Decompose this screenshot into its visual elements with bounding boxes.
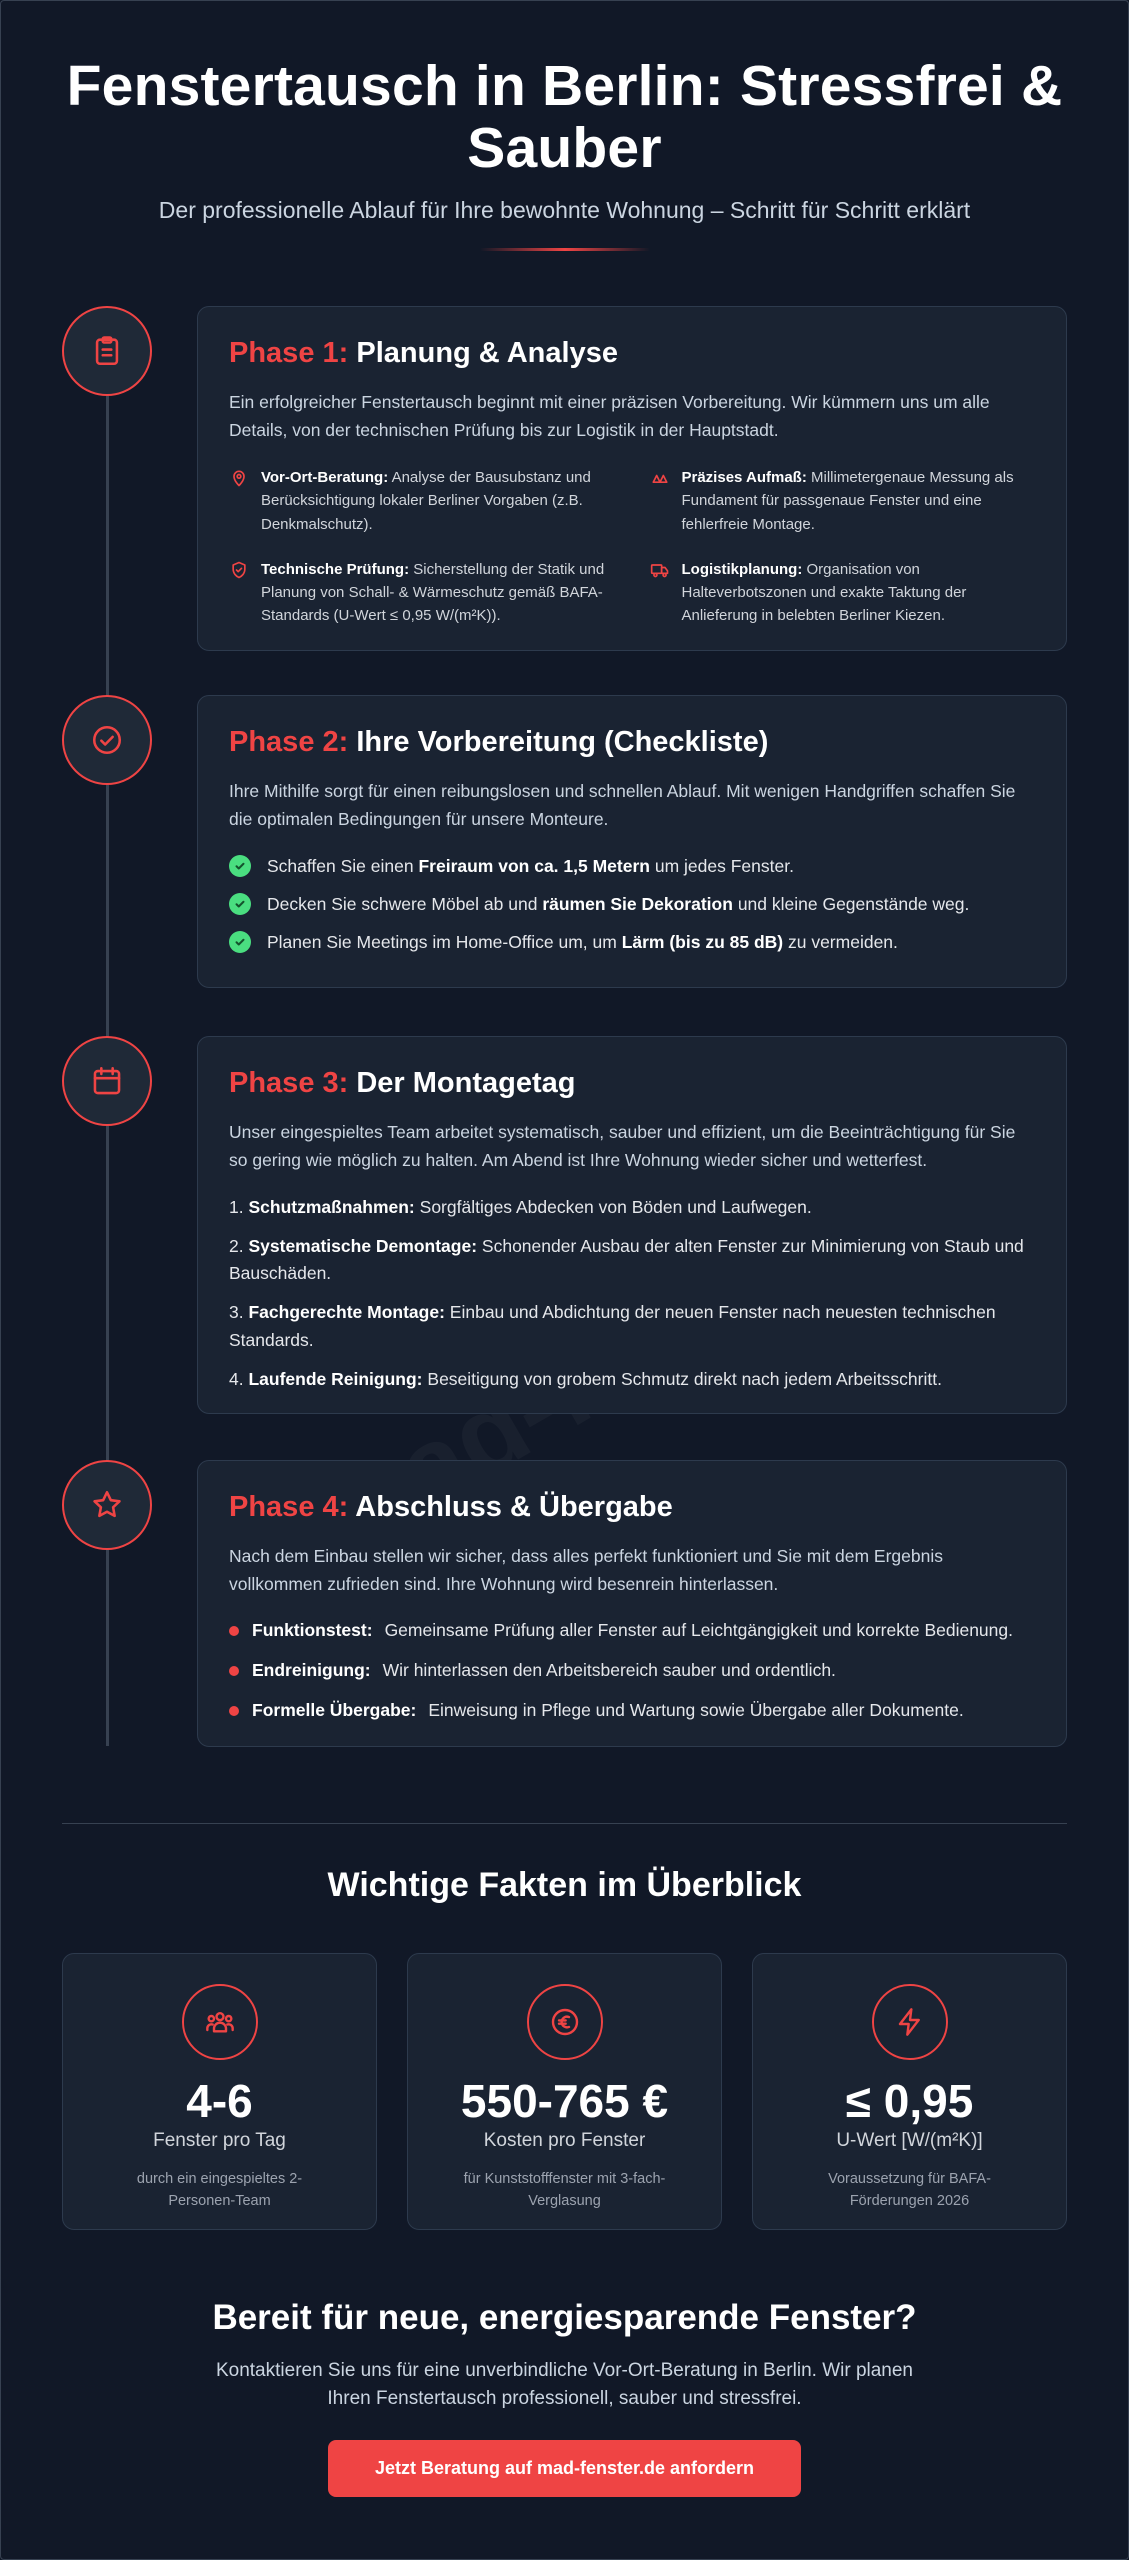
phase-card: [197, 306, 1067, 651]
check-icon: [229, 855, 251, 877]
fact-unit: U-Wert [W/(m²K)]: [836, 2130, 983, 2151]
step-item: 1. Schutzmaßnahmen: Sorgfältiges Abdecken von Böden und Laufwegen.: [229, 1197, 812, 1217]
phase-title: Phase 4: Abschluss & Übergabe: [229, 1491, 673, 1523]
shield-icon: [229, 560, 249, 580]
page-subtitle: Der professionelle Ablauf für Ihre bewohnte Wohnung – Schritt für Schritt erklärt: [158, 197, 971, 224]
bullet-list: [229, 1620, 1036, 1721]
section-divider: [62, 1823, 1067, 1824]
facts-title: Wichtige Fakten im Überblick: [327, 1866, 802, 1904]
fact-card: [407, 1953, 722, 2230]
truck-icon: [650, 560, 670, 580]
page-title: Fenstertausch in Berlin: Stressfrei & Sauber: [66, 54, 1063, 180]
phase-intro: Ein erfolgreicher Fenstertausch beginnt mit einer präzisen Vorbereitung. Wir kümmern uns um alle Details, von der technischen Prüfung bis zur Logistik in der Hauptstadt.: [229, 392, 990, 440]
steps-list: [229, 1194, 1036, 1393]
phase-card: [197, 1460, 1067, 1747]
feature-item: Logistikplanung: Organisation von Halteverbotszonen und exakte Taktung der Anlieferung in belebten Berliner Kiezen.: [650, 558, 1037, 628]
fact-unit: Fenster pro Tag: [153, 2130, 286, 2151]
feature-item: Technische Prüfung: Sicherstellung der Statik und Planung von Schall- & Wärmeschutz gemäß BAFA-Standards (U-Wert ≤ 0,95 W/(m²K)).: [229, 558, 616, 628]
phase-card: [197, 1036, 1067, 1414]
checklist-item: Planen Sie Meetings im Home-Office um, um Lärm (bis zu 85 dB) zu vermeiden.: [229, 931, 1036, 953]
phase-intro: Nach dem Einbau stellen wir sicher, dass alles perfekt funktioniert und Sie mit dem Ergebnis vollkommen zufrieden sind. Ihre Wohnung wird besenrein hinterlassen.: [229, 1546, 943, 1594]
check-icon: [229, 931, 251, 953]
fact-value: 4-6: [186, 2075, 253, 2127]
fact-value: 550-765 €: [460, 2075, 669, 2127]
phase-card: [197, 695, 1067, 988]
fact-value: ≤ 0,95: [845, 2075, 974, 2127]
fact-note: durch ein eingespieltes 2-Personen-Team: [136, 2171, 303, 2210]
cta-button[interactable]: Jetzt Beratung auf mad-fenster.de anfordern: [328, 2440, 801, 2497]
fact-unit: Kosten pro Fenster: [483, 2130, 646, 2151]
phase-intro: Ihre Mithilfe sorgt für einen reibungslosen und schnellen Ablauf. Mit wenigen Handgriffen schaffen Sie die optimalen Bedingungen für unsere Monteure.: [229, 781, 1016, 829]
feature-grid: [229, 466, 1036, 628]
fact-note: Voraussetzung für BAFA-Förderungen 2026: [828, 2171, 991, 2210]
lightning-icon: [872, 1984, 948, 2060]
ruler-icon: [650, 468, 670, 488]
bullet-dot: [229, 1666, 239, 1676]
euro-icon: [527, 1984, 603, 2060]
bullet-item: Funktionstest: Gemeinsame Prüfung aller Fenster auf Leichtgängigkeit und korrekte Bedienung.: [229, 1620, 1036, 1641]
feature-item: Präzises Aufmaß: Millimetergenaue Messung als Fundament für passgenaue Fenster und eine fehlerfreie Montage.: [650, 466, 1037, 536]
clipboard-icon: [62, 306, 152, 396]
phase-intro: Unser eingespieltes Team arbeitet systematisch, sauber und effizient, um die Beeinträchtigung für Sie so gering wie möglich zu halten. Am Abend ist Ihre Wohnung wieder sicher und wetterfest.: [229, 1122, 1016, 1170]
checklist-item: Decken Sie schwere Möbel ab und räumen Sie Dekoration und kleine Gegenstände weg.: [229, 893, 1036, 915]
checklist-item: Schaffen Sie einen Freiraum von ca. 1,5 Metern um jedes Fenster.: [229, 855, 1036, 877]
calendar-icon: [62, 1036, 152, 1126]
check-icon: [229, 893, 251, 915]
phase-title: Phase 1: Planung & Analyse: [229, 337, 618, 369]
checklist: [229, 855, 1036, 953]
phase-title: Phase 3: Der Montagetag: [229, 1067, 576, 1099]
cta-title: Bereit für neue, energiesparende Fenster?: [212, 2298, 917, 2337]
step-item: 4. Laufende Reinigung: Beseitigung von grobem Schmutz direkt nach jedem Arbeitsschritt.: [229, 1368, 942, 1389]
map-pin-icon: [229, 468, 249, 488]
step-item: 2. Systematische Demontage: Schonender Ausbau der alten Fenster zur Minimierung von Staub und Bauschäden.: [229, 1236, 1024, 1284]
facts-row: [62, 1953, 1067, 2230]
fact-note: für Kunststofffenster mit 3-fach-Verglasung: [463, 2171, 666, 2210]
bullet-dot: [229, 1626, 239, 1636]
phase-title: Phase 2: Ihre Vorbereitung (Checkliste): [229, 726, 769, 758]
cta-text: Kontaktieren Sie uns für eine unverbindliche Vor-Ort-Beratung in Berlin. Wir planen Ihren Fenstertausch professionell, sauber und stressfrei.: [215, 2360, 914, 2409]
team-icon: [182, 1984, 258, 2060]
bullet-item: Endreinigung: Wir hinterlassen den Arbeitsbereich sauber und ordentlich.: [229, 1660, 1036, 1681]
feature-item: Vor-Ort-Beratung: Analyse der Bausubstanz und Berücksichtigung lokaler Berliner Vorgaben (z.B. Denkmalschutz).: [229, 466, 616, 536]
fact-card: [752, 1953, 1067, 2230]
check-circle-icon: [62, 695, 152, 785]
bullet-item: Formelle Übergabe: Einweisung in Pflege und Wartung sowie Übergabe aller Dokumente.: [229, 1700, 1036, 1721]
step-item: 3. Fachgerechte Montage: Einbau und Abdichtung der neuen Fenster nach neuesten technischen Standards.: [229, 1302, 996, 1350]
star-icon: [62, 1460, 152, 1550]
bullet-dot: [229, 1706, 239, 1716]
fact-card: [62, 1953, 377, 2230]
